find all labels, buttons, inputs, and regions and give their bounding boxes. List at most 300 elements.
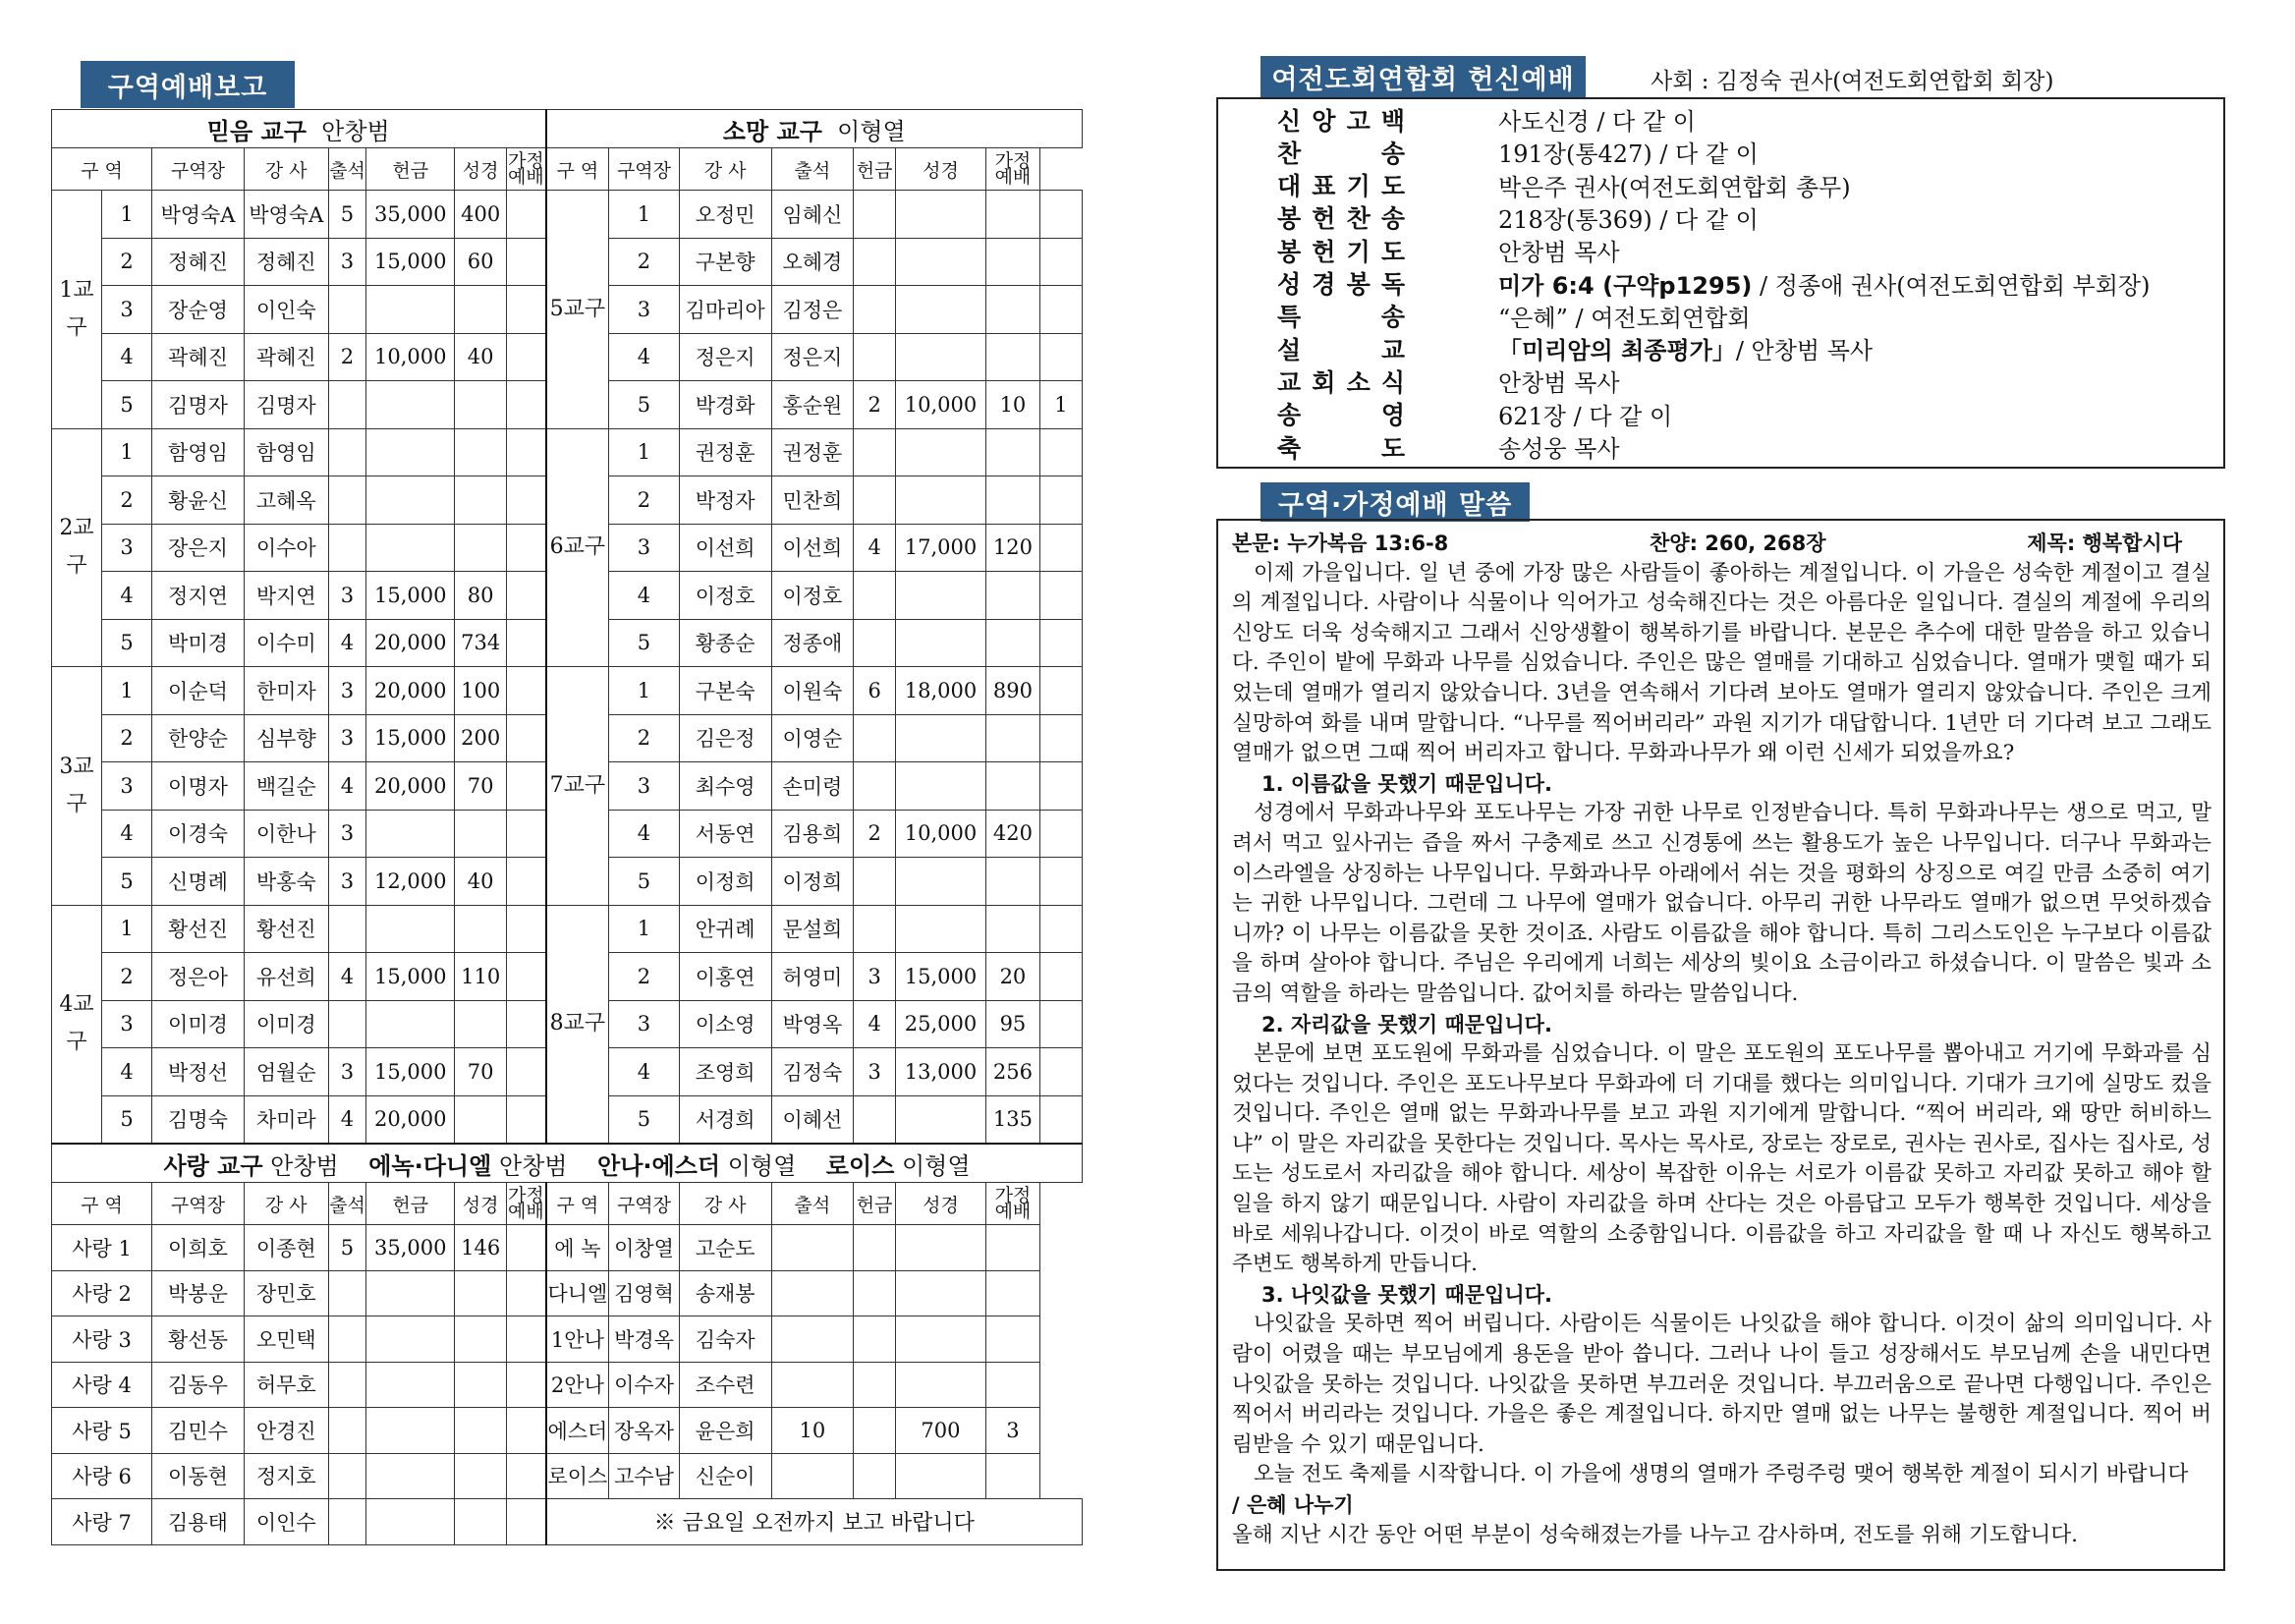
service-order [1216,97,2225,469]
service-label-char: 식 [1380,367,1405,397]
cell: 120 [985,524,1039,572]
cell: 정혜진 [244,238,328,286]
cell: 4 [328,619,366,667]
service-label [1277,396,1405,431]
cell: 정지호 [244,1453,328,1499]
cell: 최수영 [679,762,771,811]
service-label-char: 송 [1380,204,1405,234]
cell: 35,000 [366,191,455,239]
service-label [1277,199,1405,235]
cell [854,333,896,381]
col-header: 헌금 [854,148,896,191]
cell: 에 녹 [546,1225,609,1271]
cell [854,619,896,667]
cell [507,1095,546,1144]
service-label-char: 표 [1312,172,1336,201]
group-report-table [51,109,1083,1545]
col-header: 구역장 [152,1183,245,1225]
cell [328,1362,366,1408]
service-value: 621장 / 다 같 이 [1498,402,1673,430]
service-label-char: 송 [1277,401,1302,430]
cell: 박경화 [679,381,771,429]
cell: 로이스 [546,1453,609,1499]
cell [366,1408,455,1454]
cell [507,1270,546,1316]
service-label [1277,135,1405,170]
sermon-point-1: 1. 이름값을 못했기 때문입니다. [1261,771,1552,796]
cell: 5 [328,191,366,239]
sermon-meta [1232,529,2211,559]
service-label-char: 기 [1346,237,1371,266]
cell: 백길순 [244,762,328,811]
service-value: 191장(통427) / 다 같 이 [1498,140,1759,169]
table-row [52,1362,1083,1408]
cell [455,1095,507,1144]
service-value: 박은주 권사(여전도회연합회 총무) [1498,173,1851,201]
cell [455,381,507,429]
col-header: 강 사 [679,148,771,191]
cell: 3 [102,524,152,572]
cell: 사랑 2 [52,1270,152,1316]
cell [896,1453,986,1499]
service-label-char: 백 [1380,106,1405,136]
service-label-char: 축 [1277,433,1302,463]
service-label-char: 도 [1380,433,1405,463]
cell [455,1316,507,1363]
service-item [1218,267,2223,300]
col-header: 구역장 [609,148,679,191]
cell: 2 [102,953,152,1001]
cell: 3 [609,762,679,811]
love-header: 사랑 교구 안창범 에녹·다니엘 안창범 안나·에스더 이형열 로이스 이형열 [52,1144,1083,1183]
cell [507,524,546,572]
service-value: 안창범 목사 [1498,369,1620,398]
cell [328,476,366,525]
cell: 사랑 4 [52,1362,152,1408]
cell: 35,000 [366,1225,455,1271]
cell: 110 [455,953,507,1001]
district-label: 3교구 [52,667,102,906]
cell [896,619,986,667]
cell: 1 [609,191,679,239]
service-value: 송성웅 목사 [1498,435,1620,463]
cell [328,428,366,476]
col-header: 헌금 [854,1183,896,1225]
cell: 고수남 [609,1453,679,1499]
cell [507,905,546,953]
service-label-char: 봉 [1346,270,1371,299]
cell: 1 [102,191,152,239]
cell: 황선진 [152,905,245,953]
cell: 70 [455,1048,507,1096]
cell: 장민호 [244,1270,328,1316]
cell [366,286,455,334]
cell [1039,1095,1082,1144]
cell: 17,000 [896,524,986,572]
cell: 2 [102,238,152,286]
cell: 한미자 [244,667,328,715]
cell: 문설희 [771,905,854,953]
table-row [52,1408,1083,1454]
cell: 5 [102,858,152,906]
cell: 오혜경 [771,238,854,286]
cell: 이정호 [771,572,854,620]
cell: 12,000 [366,858,455,906]
cell: 2 [328,333,366,381]
cell [1039,238,1082,286]
section-header-left: 믿음 교구 안창범 [52,110,546,148]
cell [896,476,986,525]
cell [507,381,546,429]
cell: 정지연 [152,572,245,620]
cell [366,476,455,525]
cell: 이혜선 [771,1095,854,1144]
cell [896,1362,986,1408]
cell: 이경숙 [152,810,245,858]
cell [366,524,455,572]
cell: 2 [102,476,152,525]
cell: 4 [102,572,152,620]
col-header: 구역장 [152,148,245,191]
footer-note: ※ 금요일 오전까지 보고 바랍니다 [546,1499,1083,1545]
district-label: 5교구 [546,191,609,429]
cell: 정은지 [771,333,854,381]
cell [455,1408,507,1454]
cell [854,1453,896,1499]
cell: 1 [609,905,679,953]
cell: 이정희 [679,858,771,906]
sermon-paragraph-1: 성경에서 무화과나무와 포도나무는 가장 귀한 나무로 인정받습니다. 특히 무화과나무는 생으로 먹고, 말려서 먹고 잎사귀는 즙을 짜서 구충제로 쓰고 신경통에 쓰는 활용도가 높은 나무입니다. 더구나 무화과는 이스라엘을 상징하는 나무입니다. 무화과나무 아래에서 쉬는 것을 평화의 상징으로 여길 만큼 소중히 여기는 귀한 나무입니다. 그런데 그 나무에 열매가 없습니다. 아무리 귀한 나무라도 열매가 없으면 무엇하겠습니까? 이 나무는 이름값을 못한 것이죠. 사람도 이름값을 해야 합니다. 특히 그리스도인은 누구보다 이름값을 하며 살아야 합니다. 주님은 우리에게 너희는 세상의 빛이요 소금이라고 하셨습니다. 이 말씀은 빛과 소금의 역할을 하라는 말씀입니다. 값어치를 하라는 말씀입니다. [1232,801,2211,1006]
cell: 신순이 [679,1453,771,1499]
cell: 15,000 [366,1048,455,1096]
cell [854,1225,896,1271]
cell [896,1095,986,1144]
cell [985,762,1039,811]
cell: 10 [985,381,1039,429]
cell: 김명자 [244,381,328,429]
cell: 권정훈 [679,428,771,476]
service-label-char: 찬 [1346,204,1371,234]
service-item [1218,103,2223,136]
cell [366,381,455,429]
col-header: 출석 [771,1183,854,1225]
cell [771,1225,854,1271]
cell: 20,000 [366,619,455,667]
cell: 15,000 [366,953,455,1001]
service-label-char: 봉 [1277,237,1302,266]
service-host: 사회 : 김정숙 권사(여전도회연합회 회장) [1651,69,2054,94]
cell: 박경옥 [609,1316,679,1363]
cell [328,1408,366,1454]
cell: 20,000 [366,762,455,811]
table-row [52,1453,1083,1499]
cell [985,1316,1039,1363]
cell: 10,000 [896,810,986,858]
cell: 20 [985,953,1039,1001]
cell: 70 [455,762,507,811]
cell: 4 [102,810,152,858]
cell [1039,619,1082,667]
service-label [1277,167,1405,202]
cell: 서경희 [679,1095,771,1144]
district-label: 4교구 [52,905,102,1144]
cell: 엄월순 [244,1048,328,1096]
cell: 5 [102,1095,152,1144]
cell: 구본향 [679,238,771,286]
cell [366,1453,455,1499]
cell [507,953,546,1001]
cell: 사랑 1 [52,1225,152,1271]
service-item [1218,234,2223,266]
cell: 4 [328,953,366,1001]
cell [1039,714,1082,762]
cell [1039,191,1082,239]
cell: 2 [854,381,896,429]
cell [366,1362,455,1408]
col-header: 강 사 [679,1183,771,1225]
col-district: 구 역 [52,1183,152,1225]
table-row [52,428,1083,476]
cell [985,905,1039,953]
cell [985,1270,1039,1316]
cell: 황윤신 [152,476,245,525]
cell [985,1453,1039,1499]
cell: 2 [609,953,679,1001]
cell: 이명자 [152,762,245,811]
cell: 민찬희 [771,476,854,525]
cell: 10 [771,1408,854,1454]
table-row [52,1270,1083,1316]
cell [896,428,986,476]
cell: 이인숙 [244,286,328,334]
cell: 4 [609,1048,679,1096]
cell: 이수미 [244,619,328,667]
cell [455,1270,507,1316]
cell: 5 [102,619,152,667]
cell: 4 [609,810,679,858]
cell: 김숙자 [679,1316,771,1363]
cell: 허영미 [771,953,854,1001]
cell: 1 [102,428,152,476]
cell: 송재봉 [679,1270,771,1316]
col-header: 가정예배 [985,1183,1039,1225]
sermon-closing: 오늘 전도 축제를 시작합니다. 이 가을에 생명의 열매가 주렁주렁 맺어 행복한 계절이 되시기 바랍니다 [1254,1462,2189,1487]
cell [366,905,455,953]
column-header-row [52,148,1083,191]
cell: 420 [985,810,1039,858]
cell: 3 [609,1000,679,1048]
cell [455,1499,507,1545]
cell: 4 [854,1000,896,1048]
sermon-text: 본문: 누가복음 13:6-8 [1232,532,1449,555]
table-row [52,1225,1083,1271]
cell [854,572,896,620]
cell [1039,1000,1082,1048]
cell: 정은아 [152,953,245,1001]
cell: 5 [328,1225,366,1271]
section-header-row [52,110,1083,148]
cell: 13,000 [896,1048,986,1096]
cell: 5 [609,619,679,667]
service-label-char: 성 [1277,270,1302,299]
sermon-hymn: 찬양: 260, 268장 [1650,532,1826,555]
cell [455,524,507,572]
cell: 3 [609,524,679,572]
service-label-char: 헌 [1312,237,1336,266]
cell: 신명례 [152,858,245,906]
cell [507,1362,546,1408]
cell: 135 [985,1095,1039,1144]
cell: 박봉운 [152,1270,245,1316]
cell: 한양순 [152,714,245,762]
column-header-row [52,1183,1083,1225]
cell: 1 [102,905,152,953]
col-header: 성경 [896,1183,986,1225]
cell: 734 [455,619,507,667]
sermon-intro: 이제 가을입니다. 일 년 중에 가장 많은 사람들이 좋아하는 계절입니다. 이 가을은 성숙한 계절이고 결실의 계절입니다. 사람이나 식물이나 익어가고 성숙해진다는 것은 아름다운 일입니다. 결실의 계절에 우리의 신앙도 더욱 성숙해지고 그래서 신앙생활이 행복하기를 바랍니다. 본문은 추수에 대한 말씀을 하고 있습니다. 주인이 밭에 무화과 나무를 심었습니다. 주인은 많은 열매를 기대하고 심었습니다. 열매가 맺힐 때가 되었는데 열매가 열리지 않았습니다. 3년을 연속해서 기다려 보아도 열매가 열리지 않았습니다. 주인은 크게 실망하여 화를 내며 말합니다. “나무를 찍어버리라” 과원 지기가 대답합니다. 1년만 더 기다려 보고 그래도 열매가 없으면 그때 찍어 버리자고 합니다. 무화과나무가 왜 이런 신세가 되었을까요? [1232,560,2211,766]
cell: 김영혁 [609,1270,679,1316]
cell: 박미경 [152,619,245,667]
cell: 4 [609,333,679,381]
sermon-paragraph-2: 본문에 보면 포도원에 무화과를 심었습니다. 이 말은 포도원의 포도나무를 뽑아내고 거기에 무화과를 심었다는 것입니다. 주인은 포도나무보다 무화과에 더 기대를 했다는 의미입니다. 기대가 크기에 실망도 컸을 것입니다. 주인은 열매 없는 무화과나무를 보고 과원 지기에게 말합니다. “찍어 버리라, 왜 땅만 허비하느냐” 이 말은 자리값을 못한다는 것입니다. 목사는 목사로, 장로는 장로로, 권사는 권사로, 집사는 집사로, 성도는 성도로서 자리값을 해야 합니다. 세상이 복잡한 이유는 서로가 이름값 못하고 자리값 못하고 해야 할 일을 하지 않기 때문입니다. 사람이 자리값을 하며 산다는 것은 아름답고 모두가 행복한 것입니다. 세상을 바로 세워나갑니다. 이것이 바로 역할의 소중함입니다. 이름값을 하고 자리값을 할 때 나 자신도 행복하고 주변도 행복하게 만듭니다. [1232,1041,2211,1277]
cell: 박영옥 [771,1000,854,1048]
cell [455,1000,507,1048]
cell [985,476,1039,525]
service-value: 안창범 목사 [1498,239,1620,267]
service-label [1277,265,1405,301]
report-tab: 구역예배보고 [81,61,295,108]
cell: 이희호 [152,1225,245,1271]
col-header: 출석 [328,148,366,191]
cell [1039,905,1082,953]
cell [455,1362,507,1408]
cell [985,191,1039,239]
cell [328,905,366,953]
cell [985,238,1039,286]
cell: 홍순원 [771,381,854,429]
cell [507,762,546,811]
cell: 정혜진 [152,238,245,286]
cell [328,381,366,429]
cell [366,1499,455,1545]
table-row [52,667,1083,715]
service-label-char: 앙 [1312,106,1336,136]
cell: 황선동 [152,1316,245,1363]
cell [771,1316,854,1363]
cell: 4 [609,572,679,620]
service-label-char: 회 [1312,367,1336,397]
service-label [1277,364,1405,399]
cell [854,191,896,239]
cell [985,619,1039,667]
cell: 이미경 [152,1000,245,1048]
service-item [1218,398,2223,430]
service-label-char: 헌 [1312,204,1336,234]
service-label-char: 교 [1380,335,1405,364]
cell [1039,810,1082,858]
cell [771,1362,854,1408]
cell [1039,524,1082,572]
cell [328,286,366,334]
cell: 3 [102,286,152,334]
cell: 박정자 [679,476,771,525]
cell [896,905,986,953]
service-label-char: 영 [1380,401,1405,430]
cell: 4 [328,762,366,811]
table-row [52,905,1083,953]
cell: 3 [609,286,679,334]
cell: 고순도 [679,1225,771,1271]
cell [328,1499,366,1545]
cell: 25,000 [896,1000,986,1048]
cell: 5 [609,858,679,906]
service-label [1277,233,1405,268]
cell: 김정숙 [771,1048,854,1096]
col-district: 구 역 [52,148,152,191]
cell: 다니엘 [546,1270,609,1316]
cell: 정종애 [771,619,854,667]
cell: 20,000 [366,1095,455,1144]
cell: 이홍연 [679,953,771,1001]
cell: 장은지 [152,524,245,572]
cell: 사랑 6 [52,1453,152,1499]
col-district: 구 역 [546,148,609,191]
cell: 256 [985,1048,1039,1096]
cell: 이창열 [609,1225,679,1271]
cell: 20,000 [366,667,455,715]
cell: 15,000 [366,572,455,620]
service-label-char: 찬 [1277,139,1302,168]
cell: 60 [455,238,507,286]
cell: 80 [455,572,507,620]
love-header-row [52,1144,1083,1183]
cell: 조수련 [679,1362,771,1408]
sermon-tab: 구역·가정예배 말씀 [1260,482,1530,522]
cell: 이한나 [244,810,328,858]
cell: 1안나 [546,1316,609,1363]
cell [507,810,546,858]
table-row [52,1499,1083,1545]
cell [854,762,896,811]
cell: 차미라 [244,1095,328,1144]
cell [896,238,986,286]
cell [507,1048,546,1096]
cell [455,905,507,953]
cell: 15,000 [896,953,986,1001]
service-label-char: 도 [1380,172,1405,201]
sermon-paragraph-3: 나잇값을 못하면 찍어 버립니다. 사람이든 식물이든 나잇값을 해야 합니다. 이것이 삶의 의미입니다. 사람이 어렸을 때는 부모님에게 용돈을 받아 씁니다. 그러나 나이 들고 성장해서도 부모님께 손을 내민다면 나잇값을 못하는 것입니다. 나잇값을 못하면 부끄러운 것입니다. 부끄러움으로 끝나면 다행입니다. 주인은 찍어서 버리라는 것입니다. 가을은 좋은 계절입니다. 하지만 열매 없는 나무는 불행한 계절입니다. 찍어 버림받을 수 있기 때문입니다. [1232,1312,2211,1457]
cell [1039,858,1082,906]
cell: 박정선 [152,1048,245,1096]
cell [896,1316,986,1363]
cell [328,1316,366,1363]
cell: 이선희 [679,524,771,572]
service-label [1277,331,1405,366]
service-item [1218,332,2223,364]
cell: 3 [854,953,896,1001]
cell: 곽혜진 [244,333,328,381]
col-header: 구역장 [609,1183,679,1225]
service-label-char: 대 [1277,172,1302,201]
cell [507,1453,546,1499]
cell [896,1225,986,1271]
service-label-char: 설 [1277,335,1302,364]
cell: 15,000 [366,714,455,762]
section-header-right: 소망 교구 이형열 [546,110,1083,148]
cell [985,428,1039,476]
cell: 3 [102,1000,152,1048]
cell [366,810,455,858]
